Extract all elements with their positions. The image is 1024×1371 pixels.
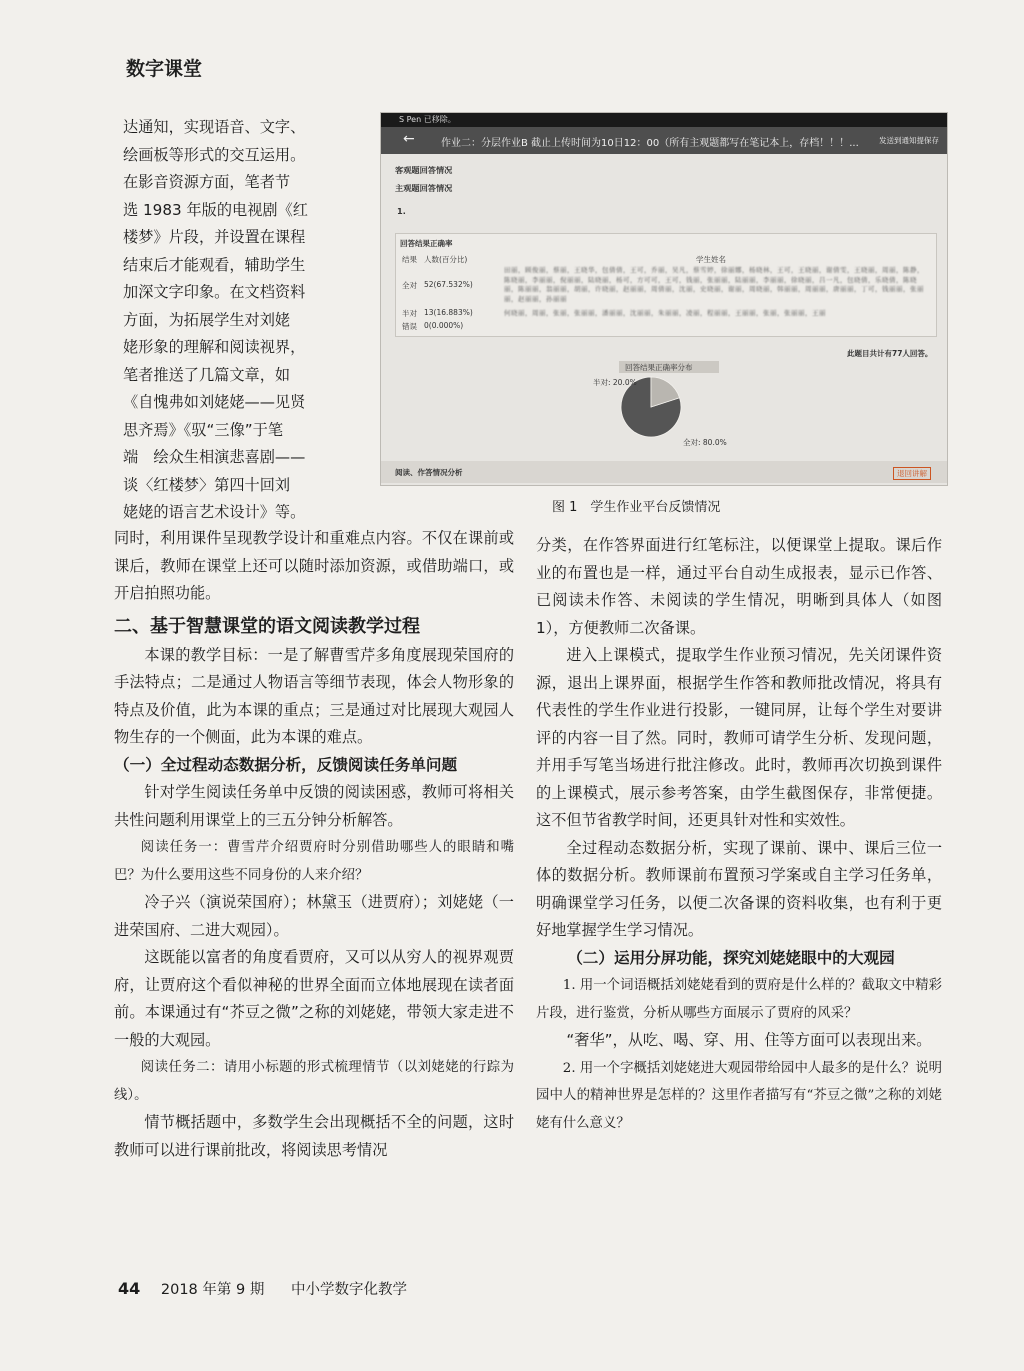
pie-chart <box>591 361 791 451</box>
total-respondents: 此题目共计有77人回答。 <box>847 349 933 358</box>
assignment-title: 作业二：分层作业B 截止上传时间为10日12：00（所有主观题都写在笔记本上，存档！！！... <box>441 138 859 149</box>
page-number: 44 <box>118 1279 141 1298</box>
page-footer <box>118 1278 429 1299</box>
left-column <box>114 525 514 1164</box>
col-header-names: 学生姓名 <box>696 255 726 264</box>
row-count: 0(0.000%) <box>424 321 464 330</box>
figure-caption: 图 1 学生作业平台反馈情况 <box>552 500 721 515</box>
text-line: 笔者推送了几篇文章，如 <box>123 365 291 384</box>
names-half-correct: 何晓丽，周丽，张丽，张丽丽，潘丽丽，沈丽丽，朱丽丽，凌丽，程丽丽，王丽丽，张丽，张丽丽，王丽 <box>504 309 826 317</box>
exit-button[interactable]: 退回讲解 <box>893 467 931 480</box>
left-narrow-column <box>123 114 358 527</box>
text-line: 思齐焉》《驭“三像”于笔 <box>123 420 284 439</box>
row-result: 全对 <box>402 281 417 290</box>
paragraph: 分类，在作答界面进行红笔标注，以便课堂上提取。课后作业的布置也是一样，通过平台自动生成报表，显示已作答、已阅读未作答、未阅读的学生情况，明晰到具体人（如图 1），方便教师二次备课。 <box>536 536 942 637</box>
subsection-heading: （一）全过程动态数据分析，反馈阅读任务单问题 <box>114 755 458 774</box>
question-number: 1. <box>397 206 406 216</box>
back-arrow-icon[interactable]: ← <box>403 131 415 147</box>
subsection-heading: （二）运用分屏功能，探究刘姥姥眼中的大观园 <box>567 948 895 967</box>
analysis-bar <box>381 461 947 483</box>
pie-title: 回答结果正确率分布 <box>625 363 693 372</box>
text-line: 姥形象的理解和阅读视界， <box>123 338 306 356</box>
text-line: 选 1983 年版的电视剧《红 <box>123 200 308 219</box>
text-line: 姥姥的语言艺术设计》等。 <box>123 503 306 521</box>
text-line: 达通知，实现语音、文字、 <box>123 118 306 136</box>
question: 阅读任务二：请用小标题的形式梳理情节（以刘姥姥的行踪为线）。 <box>114 1060 514 1103</box>
section-heading: 二、基于智慧课堂的语文阅读教学过程 <box>114 615 420 637</box>
spen-status-bar: S Pen 已移除。 <box>381 113 947 127</box>
text-line: 加深文字印象。在文档资料 <box>123 283 306 301</box>
col-header-count: 人数(百分比) <box>424 255 468 264</box>
section-header: 数字课堂 <box>126 58 203 80</box>
text-line: 楼梦》片段，并设置在课程 <box>123 228 306 246</box>
row-result: 错误 <box>402 322 417 331</box>
results-table <box>395 233 937 337</box>
paragraph: 冷子兴（演说荣国府）；林黛玉（进贾府）；刘姥姥（一进荣国府、二进大观园）。 <box>114 893 514 939</box>
paragraph: 本课的教学目标：一是了解曹雪芹多角度展现荣国府的手法特点；二是通过人物语言等细节表现，体会人物形象的特点及价值，此为本课的重点；三是通过对比展现大观园人物生存的一个侧面，此为本课的难点。 <box>114 645 514 746</box>
text-line: 谈〈红楼梦〉第四十回刘 <box>123 475 291 494</box>
pie-svg <box>591 361 791 451</box>
paragraph: 情节概括题中，多数学生会出现概括不全的问题，这时教师可以进行课前批改，将阅读思考情况 <box>114 1113 514 1159</box>
row-count: 13(16.883%) <box>424 308 473 317</box>
question: 1. 用一个词语概括刘姥姥看到的贾府是什么样的？截取文中精彩片段，进行鉴赏，分析从哪些方面展示了贾府的风采？ <box>536 978 942 1021</box>
text-line: 绘画板等形式的交互运用。 <box>123 145 306 164</box>
figure-screenshot <box>380 112 948 486</box>
save-button[interactable]: 发送到通知提保存 <box>879 136 939 145</box>
app-title-bar <box>381 127 947 154</box>
right-column <box>536 532 942 1137</box>
paragraph: 针对学生阅读任务单中反馈的阅读困惑，教师可将相关共性问题利用课堂上的三五分钟分析解答。 <box>114 783 514 829</box>
analysis-label: 阅读、作答情况分析 <box>395 468 463 477</box>
subjective-results-label: 主观题回答情况 <box>395 183 453 193</box>
text-line: 《自愧弗如刘姥姥——见贤 <box>123 393 306 411</box>
pie-full-label: 全对: 80.0% <box>683 438 727 447</box>
pie-half-label: 半对: 20.0% <box>593 378 637 387</box>
journal-name: 中小学数字化教学 <box>290 1282 407 1298</box>
names-full-correct: 田丽，顾俊丽，蔡丽，王晓华，包倩倩，王可，乔丽，吴凡，蔡雪婷，徐丽娜，杨晓林，王可，王晓丽，谢倩雯，王晓丽，周丽，陈静，陈晓丽，李丽丽，倪丽丽，陆晓丽，杨可，方可可，王可，钱丽，张丽丽，陆丽丽，李丽丽，徐晓丽，吕一凡，包晓倩，乐晓倩，陈晓丽，陈丽丽，翁丽丽，胡丽，许晓丽，赵丽丽，周倩丽，沈丽，史晓丽，谢丽，周晓丽，韩丽丽，周丽丽，唐丽丽，丁可，钱丽丽，张丽丽，赵丽丽，孙丽丽 <box>504 266 924 303</box>
text-line: 端 绘众生相演悲喜剧—— <box>123 448 306 466</box>
row-result: 半对 <box>402 309 417 318</box>
text-line: 在影音资源方面，笔者节 <box>123 173 291 191</box>
text-line: 结束后才能观看，辅助学生 <box>123 255 306 274</box>
row-count: 52(67.532%) <box>424 280 473 289</box>
paragraph: 同时，利用课件呈现教学设计和重难点内容。不仅在课前或课后，教师在课堂上还可以随时添加资源，或借助端口，或开启拍照功能。 <box>114 529 514 602</box>
issue: 2018 年第 9 期 <box>160 1282 265 1298</box>
paragraph: “奢华”，从吃、喝、穿、用、住等方面可以表现出来。 <box>566 1031 932 1049</box>
table-title: 回答结果正确率 <box>400 239 453 248</box>
paragraph: 这既能以富者的角度看贾府，又可以从穷人的视界观贾府，让贾府这个看似神秘的世界全面而立体地展现在读者面前。本课通过有“芥豆之微”之称的刘姥姥，带领大家走进不一般的大观园。 <box>114 948 514 1049</box>
text-line: 方面，为拓展学生对刘姥 <box>123 310 291 329</box>
paragraph: 进入上课模式，提取学生作业预习情况，先关闭课件资源，退出上课界面，根据学生作答和教师批改情况，将具有代表性的学生作业进行投影，一键同屏，让每个学生对要讲评的内容一目了然。同时，教师可请学生分析、发现问题，并用手写笔当场进行批注修改。此时，教师再次切换到课件的上课模式，展示参考答案，由学生截图保存，非常便捷。这不但节省教学时间，还更具针对性和实效性。 <box>536 646 942 829</box>
question: 阅读任务一：曹雪芹介绍贾府时分别借助哪些人的眼睛和嘴巴？为什么要用这些不同身份的人来介绍？ <box>114 840 514 883</box>
paragraph: 全过程动态数据分析，实现了课前、课中、课后三位一体的数据分析。教师课前布置预习学案或自主学习任务单，明确课堂学习任务，以便二次备课的资料收集，也有利于更好地掌握学生学习情况。 <box>536 838 942 939</box>
question: 2. 用一个字概括刘姥姥进大观园带给园中人最多的是什么？说明园中人的精神世界是怎样的？这里作者描写有“芥豆之微”之称的刘姥姥有什么意义？ <box>536 1060 942 1131</box>
objective-results-label: 客观题回答情况 <box>395 165 453 175</box>
col-header-result: 结果 <box>402 255 417 264</box>
